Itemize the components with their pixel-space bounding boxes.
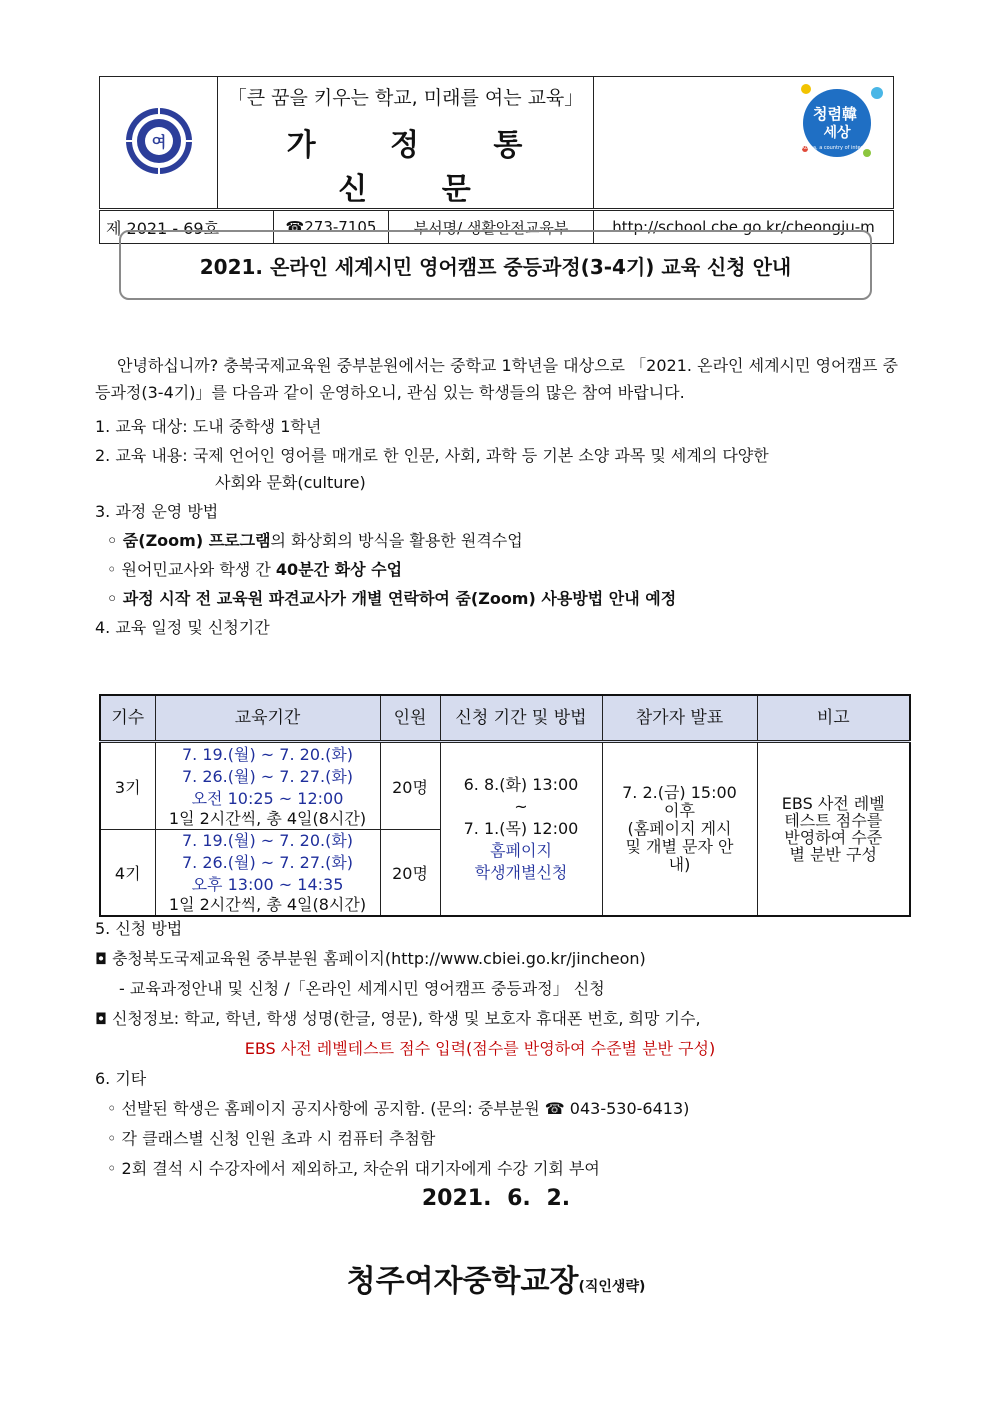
svg-text:여: 여 (151, 132, 166, 151)
col-header: 교육기간 (155, 695, 380, 742)
issue-date: 2021. 6. 2. (421, 1186, 571, 1211)
table-row (100, 742, 910, 830)
school-emblem-cell (100, 77, 218, 210)
item-method: 3. 과정 운영 방법 (95, 502, 219, 521)
square-bullet-icon: ◘ (95, 950, 107, 968)
etc-line: ◦ 선발된 학생은 홈페이지 공지사항에 공지함. (문의: 중부분원 ☎ 043-530-6413) (107, 1099, 690, 1118)
period-cell: 7. 19.(월) ~ 7. 20.(화) 7. 26.(월) ~ 7. 27.(화) 오전 10:25 ~ 12:00 1일 2시간씩, 총 4일(8시간) (155, 742, 380, 830)
cohort-cell: 3기 (100, 742, 155, 830)
cohort-cell: 4기 (100, 830, 155, 916)
apply-path: - 교육과정안내 및 신청 /「온라인 세계시민 영어캠프 중등과정」 신청 (119, 979, 605, 998)
school-slogan: 「큰 꿈을 키우는 학교, 미래를 여는 교육」 (227, 87, 584, 109)
count-cell: 20명 (380, 742, 440, 830)
apply-web: ◘ 충청북도국제교육원 중부분원 홈페이지(http://www.cbiei.go.kr/jincheon) (95, 949, 646, 968)
col-header: 기수 (100, 695, 155, 742)
notice-title: 2021. 온라인 세계시민 영어캠프 중등과정(3-4기) 교육 신청 안내 (119, 230, 872, 300)
phone-number: ☎273-7105 (274, 210, 389, 244)
integrity-korea-logo-icon (779, 79, 891, 165)
col-header: 신청 기간 및 방법 (440, 695, 602, 742)
department: 부서명/ 생활안전교육부 (389, 210, 594, 244)
application-section (95, 914, 905, 1184)
count-cell: 20명 (380, 830, 440, 916)
item-content-cont: 사회와 문화(culture) (215, 473, 366, 492)
letterhead (99, 76, 894, 244)
item-schedule: 4. 교육 일정 및 신청기간 (95, 618, 270, 637)
method-zoom: ◦ 줌(Zoom) 프로그램의 화상회의 방식을 활용한 원격수업 (107, 531, 523, 550)
item-content: 2. 교육 내용: 국제 언어인 영어를 매개로 한 인문, 사회, 과학 등 기본 소양 과목 및 세계의 다양한 (95, 446, 769, 465)
method-guide: ◦ 과정 시작 전 교육원 파견교사가 개별 연락하여 줌(Zoom) 사용방법 안내 예정 (107, 589, 677, 608)
col-header: 참가자 발표 (602, 695, 757, 742)
apply-info: ◘ 신청정보: 학교, 학년, 학생 성명(한글, 영문), 학생 및 보호자 휴대폰 번호, 희망 기수, (95, 1009, 701, 1028)
col-header: 비고 (757, 695, 910, 742)
table-header-row (100, 695, 910, 742)
period-cell: 7. 19.(월) ~ 7. 20.(화) 7. 26.(월) ~ 7. 27.(화) 오후 13:00 ~ 14:35 1일 2시간씩, 총 4일(8시간) (155, 830, 380, 916)
intro-paragraph: 안녕하십니까? 충북국제교육원 중부분원에서는 중학교 1학년을 대상으로 「2021. 온라인 세계시민 영어캠프 중등과정(3-4기)」를 다음과 같이 운영하오니, 관심 있는 학생들의 많은 참여 바랍니다. (95, 356, 898, 402)
col-header: 인원 (380, 695, 440, 742)
etc-line: ◦ 2회 결석 시 수강자에서 제외하고, 차순위 대기자에게 수강 기회 부여 (107, 1159, 600, 1178)
notice-body (95, 352, 898, 642)
svg-text:청렴韓: 청렴韓 (813, 105, 857, 123)
schedule-table (99, 694, 911, 917)
announce-cell: 7. 2.(금) 15:00 이후 (홈페이지 게시 및 개별 문자 안 내) (602, 742, 757, 916)
svg-text:세상: 세상 (823, 125, 851, 141)
apply-info-red: EBS 사전 레벨테스트 점수 입력(점수를 반영하여 수준별 분반 구성) (244, 1039, 716, 1058)
brand-logo-cell (594, 77, 894, 210)
title-cell (218, 77, 594, 210)
school-emblem-icon (123, 105, 195, 177)
svg-text:Korea, a country of integrity: Korea, a country of integrity (801, 145, 873, 151)
apply-head: 5. 신청 방법 (95, 919, 183, 938)
principal-signature: 청주여자중학교장(직인생략) (346, 1264, 646, 1299)
apply-cell: 6. 8.(화) 13:00 ~ 7. 1.(목) 12:00 홈페이지 학생개별신청 (440, 742, 602, 916)
school-url[interactable]: http://school.cbe.go.kr/cheongju-m (594, 210, 894, 244)
etc-line: ◦ 각 클래스별 신청 인원 초과 시 컴퓨터 추첨함 (107, 1129, 436, 1148)
etc-head: 6. 기타 (95, 1069, 147, 1088)
item-target: 1. 교육 대상: 도내 중학생 1학년 (95, 417, 322, 436)
newsletter-title: 가 정 통 신 문 (286, 128, 555, 207)
method-native: ◦ 원어민교사와 학생 간 40분간 화상 수업 (107, 560, 403, 579)
remark-cell: EBS 사전 레벨 테스트 점수를 반영하여 수준 별 분반 구성 (757, 742, 910, 916)
issue-number: 제 2021 - 69호 (100, 210, 274, 244)
square-bullet-icon: ◘ (95, 1010, 107, 1028)
